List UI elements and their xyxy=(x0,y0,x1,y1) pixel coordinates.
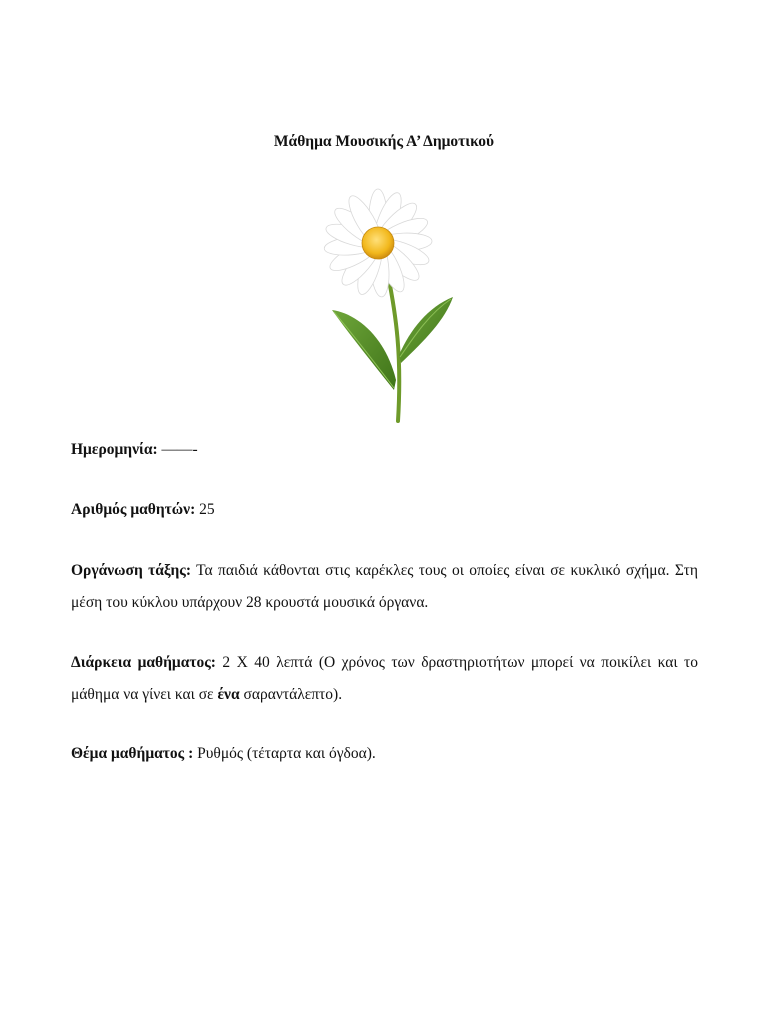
daisy-flower-image xyxy=(310,185,460,425)
duration-label: Διάρκεια μαθήματος: xyxy=(71,654,216,671)
organization-text: Τα παιδιά κάθονται στις καρέκλες τους οι οποίες είναι σε κυκλικό σχήμα. Στη μέση του κύκλου υπάρχουν 28 κρουστά μουσικά όργανα. xyxy=(71,562,698,611)
students-value: 25 xyxy=(199,501,215,518)
students-line xyxy=(71,494,698,526)
duration-emphasis: ένα xyxy=(217,686,240,703)
topic-line xyxy=(71,738,698,770)
duration-text-after: σαραντάλεπτο). xyxy=(239,686,343,703)
organization-paragraph xyxy=(71,555,698,619)
topic-value: Ρυθμός (τέταρτα και όγδοα). xyxy=(197,745,376,762)
duration-text-before: 2 Χ 40 λεπτά (Ο χρόνος των δραστηριοτήτων μπορεί να ποικίλει και το μάθημα να γίνει και σε xyxy=(71,654,698,703)
organization-label: Οργάνωση τάξης: xyxy=(71,562,192,579)
date-value: ——- xyxy=(161,441,198,458)
date-label: Ημερομηνία: xyxy=(71,441,158,458)
topic-label: Θέμα μαθήματος : xyxy=(71,745,194,762)
duration-paragraph xyxy=(71,647,698,711)
date-line xyxy=(71,434,698,466)
document-title: Μάθημα Μουσικής Α’ Δημοτικού xyxy=(273,133,495,150)
students-label: Αριθμός μαθητών: xyxy=(71,501,196,518)
